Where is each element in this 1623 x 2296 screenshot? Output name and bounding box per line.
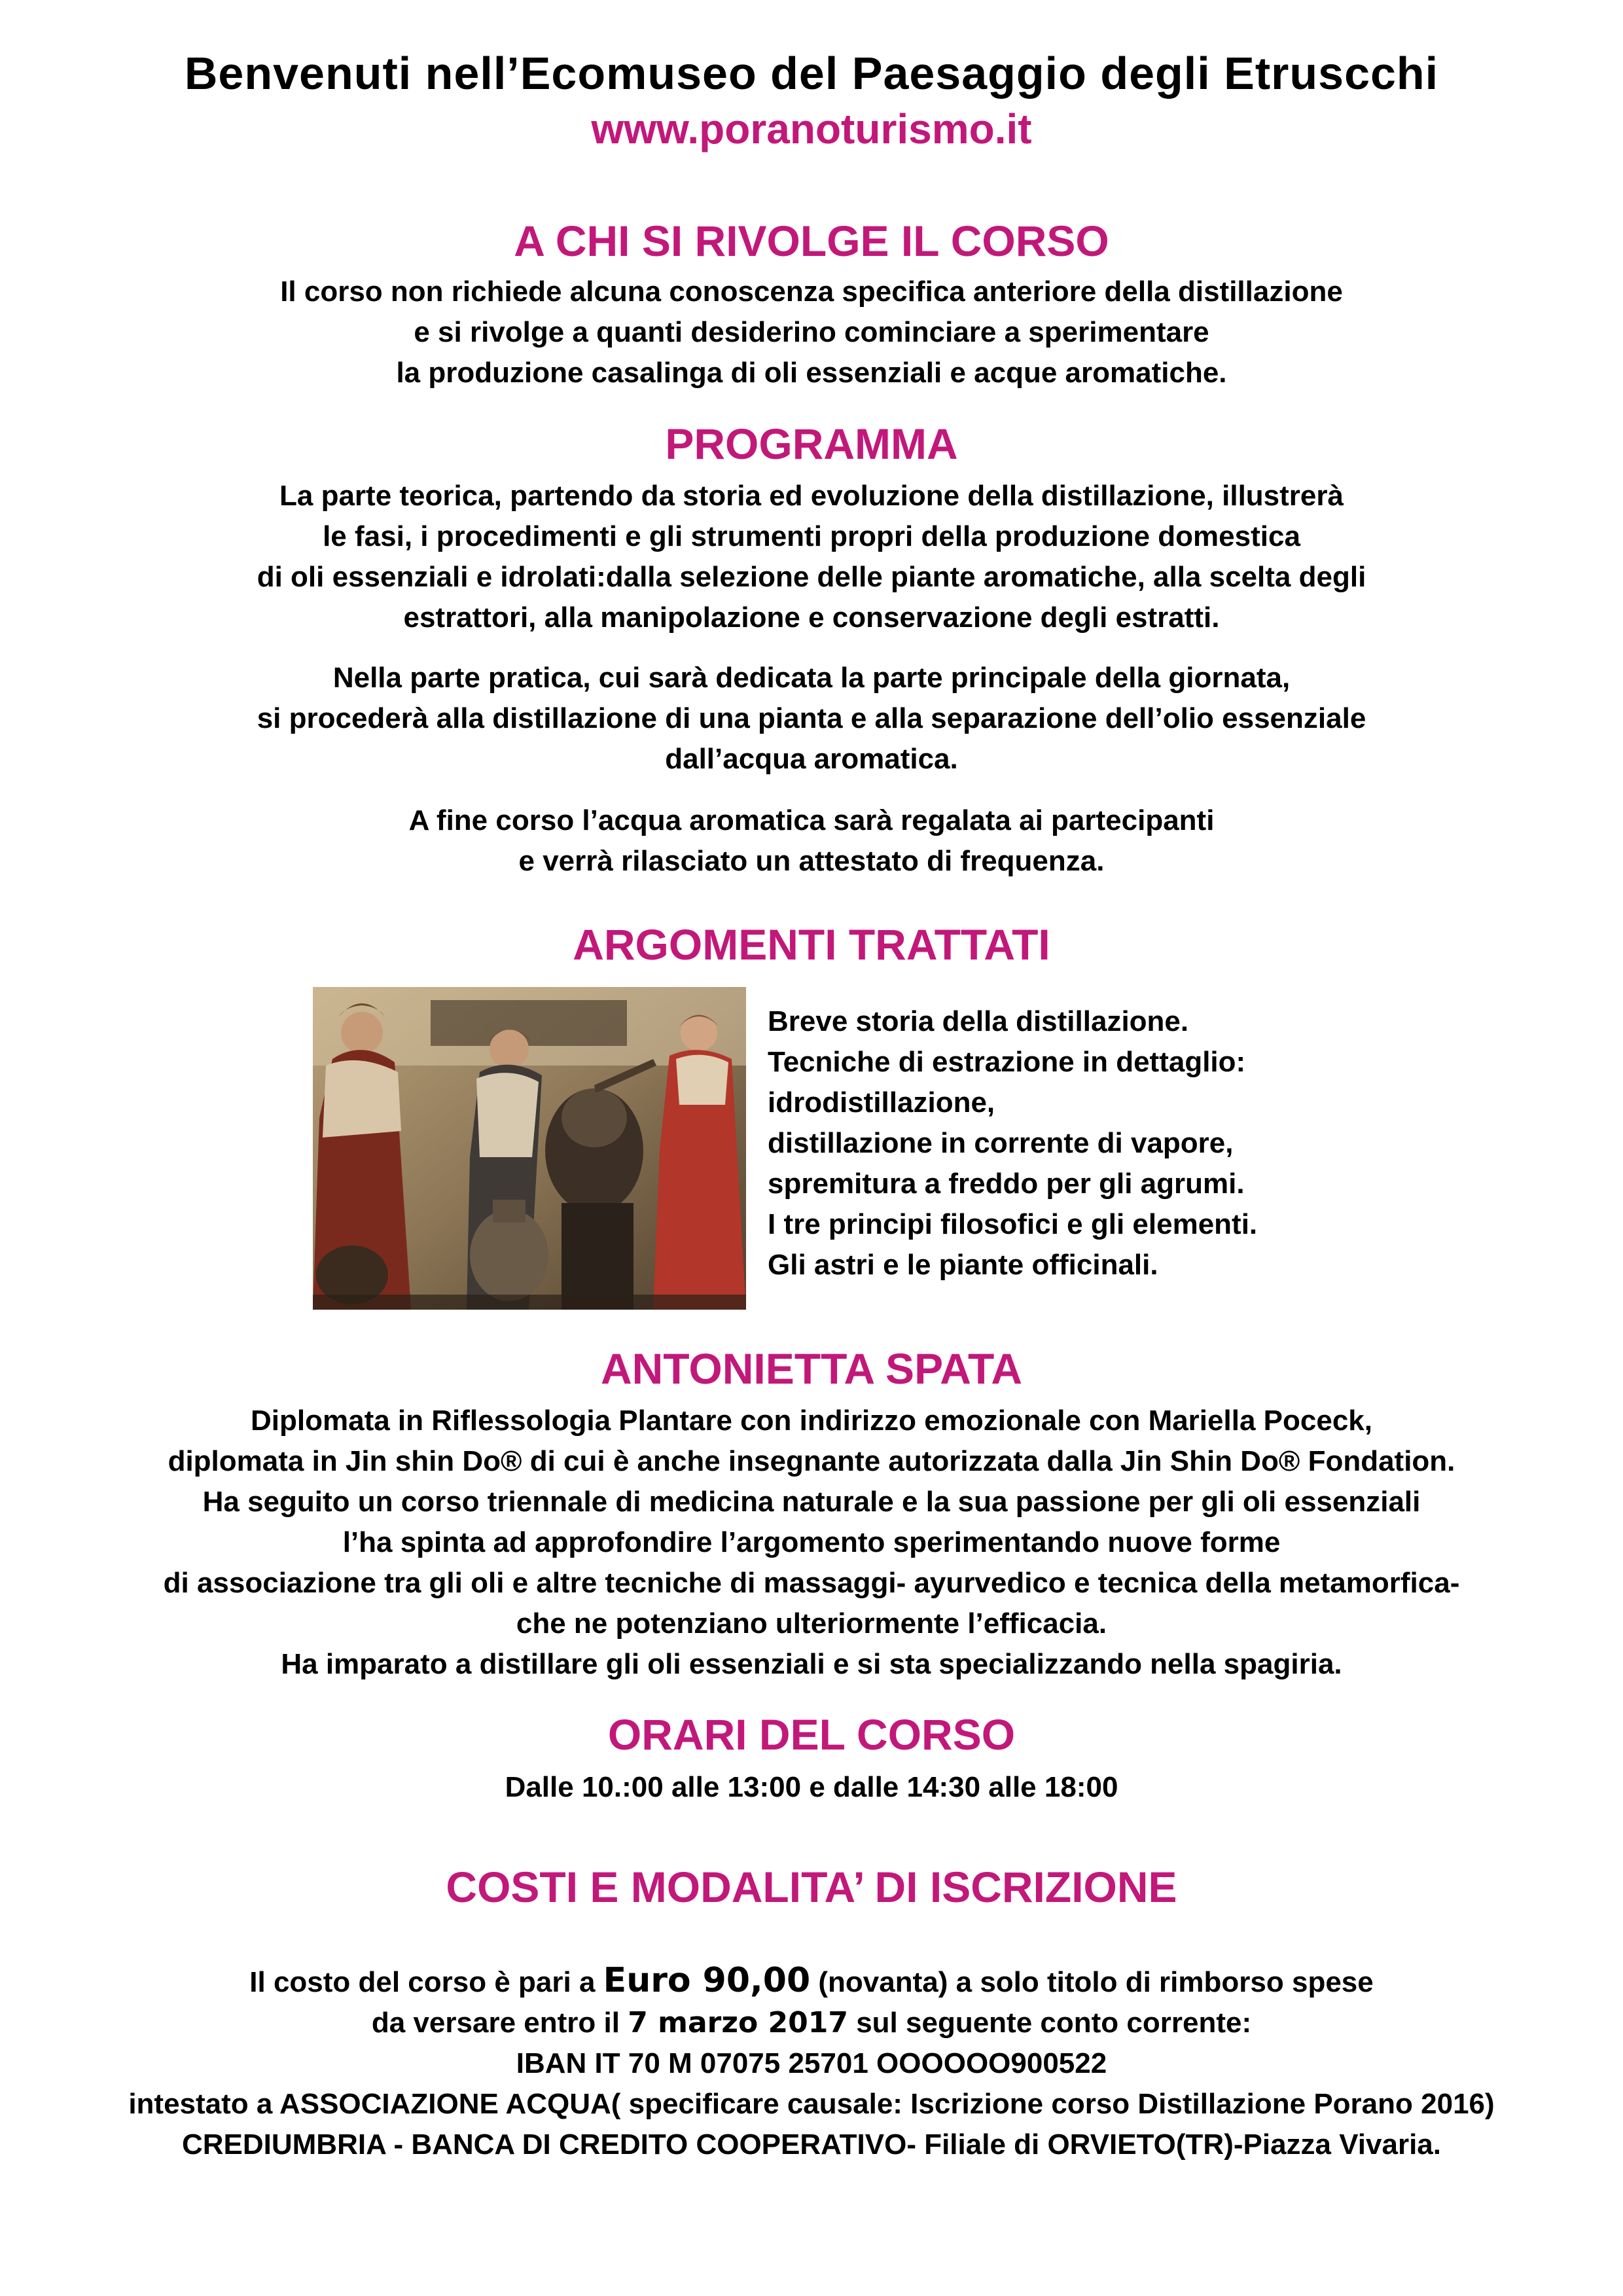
deadline-date: 7 marzo 2017: [628, 2006, 848, 2039]
iban: IBAN IT 70 M 07075 25701 OOOOOO900522: [516, 2047, 1107, 2079]
chi-si-rivolge-text: [0, 272, 1623, 393]
list-item: Gli astri e le piante officinali.: [768, 1249, 1158, 1281]
text-line: Il corso non richiede alcuna conoscenza specifica anteriore della distillazione: [280, 276, 1343, 308]
cost-prefix: Il costo del corso è pari a: [249, 1966, 603, 1998]
distillation-illustration: [313, 987, 746, 1310]
heading-antonietta-spata: ANTONIETTA SPATA: [600, 1344, 1023, 1393]
price: Euro 90,00: [603, 1961, 811, 2000]
heading-argomenti-trattati: ARGOMENTI TRATTATI: [573, 920, 1050, 969]
text-line: Diplomata in Riflessologia Plantare con indirizzo emozionale con Mariella Poceck,: [251, 1405, 1372, 1437]
deadline-prefix: da versare entro il: [371, 2007, 628, 2039]
list-item: Tecniche di estrazione in dettaglio:: [768, 1046, 1246, 1078]
text-line: Ha imparato a distillare gli oli essenziali e si sta specializzando nella spagiria.: [281, 1648, 1342, 1680]
text-line: l’ha spinta ad approfondire l’argomento sperimentando nuove forme: [342, 1526, 1281, 1558]
heading-costi-iscrizione: COSTI E MODALITA’ DI ISCRIZIONE: [446, 1863, 1177, 1911]
heading-orari-del-corso: ORARI DEL CORSO: [607, 1710, 1016, 1759]
bank-info: CREDIUMBRIA - BANCA DI CREDITO COOPERATIVO- Filiale di ORVIETO(TR)-Piazza Vivaria.: [181, 2128, 1442, 2161]
heading-programma: PROGRAMMA: [665, 420, 958, 468]
cost-suffix: (novanta) a solo titolo di rimborso spese: [810, 1966, 1374, 1998]
text-line: Nella parte pratica, cui sarà dedicata la parte principale della giornata,: [332, 662, 1291, 694]
programma-paragraph-3: [0, 800, 1623, 882]
deadline-line: [0, 2003, 1623, 2043]
text-line: estrattori, alla manipolazione e conservazione degli estratti.: [403, 601, 1220, 634]
text-line: Ha seguito un corso triennale di medicina naturale e la sua passione per gli oli essenziali: [202, 1486, 1421, 1518]
text-line: e si rivolge a quanti desiderino cominciare a sperimentare: [414, 316, 1209, 348]
list-item: distillazione in corrente di vapore,: [768, 1127, 1234, 1159]
text-line: di oli essenziali e idrolati:dalla selezione delle piante aromatiche, alla scelta degli: [257, 561, 1366, 593]
text-line: che ne potenziano ulteriormente l’efficacia.: [516, 1607, 1107, 1640]
website-url: www.poranoturismo.it: [591, 105, 1032, 152]
list-item: idrodistillazione,: [768, 1086, 995, 1119]
text-line: di associazione tra gli oli e altre tecniche di massaggi- ayurvedico e tecnica della metamorfica-: [163, 1567, 1460, 1599]
orari-text: Dalle 10.:00 alle 13:00 e dalle 14:30 alle 18:00: [505, 1771, 1118, 1803]
text-line: si procederà alla distillazione di una pianta e alla separazione dell’olio essenziale: [257, 702, 1366, 734]
text-line: dall’acqua aromatica.: [665, 743, 958, 775]
text-line: La parte teorica, partendo da storia ed evoluzione della distillazione, illustrerà: [279, 480, 1344, 512]
list-item: Breve storia della distillazione.: [768, 1005, 1189, 1037]
programma-paragraph-2: [0, 658, 1623, 780]
text-line: A fine corso l’acqua aromatica sarà regalata ai partecipanti: [408, 804, 1215, 836]
list-item: I tre principi filosofici e gli elementi.: [768, 1208, 1258, 1240]
cost-line: [0, 1960, 1623, 2003]
text-line: le fasi, i procedimenti e gli strumenti propri della produzione domestica: [323, 520, 1300, 552]
account-holder: intestato a ASSOCIAZIONE ACQUA( specificare causale: Iscrizione corso Distillazione Porano 2016): [128, 2088, 1495, 2120]
costi-text: [0, 1960, 1623, 2165]
topics-list: [768, 1001, 1257, 1285]
deadline-suffix: sul seguente conto corrente:: [847, 2007, 1252, 2039]
programma-paragraph-1: [0, 476, 1623, 638]
text-line: diplomata in Jin shin Do® di cui è anche insegnante autorizzata dalla Jin Shin Do® Fondation.: [168, 1445, 1455, 1477]
heading-chi-si-rivolge: A CHI SI RIVOLGE IL CORSO: [514, 217, 1109, 265]
page-title: Benvenuti nell’Ecomuseo del Paesaggio degli Etruscchi: [184, 48, 1439, 99]
list-item: spremitura a freddo per gli agrumi.: [768, 1168, 1245, 1200]
text-line: e verrà rilasciato un attestato di frequenza.: [518, 845, 1105, 877]
antonietta-bio: [0, 1401, 1623, 1685]
text-line: la produzione casalinga di oli essenziali e acque aromatiche.: [396, 357, 1227, 389]
